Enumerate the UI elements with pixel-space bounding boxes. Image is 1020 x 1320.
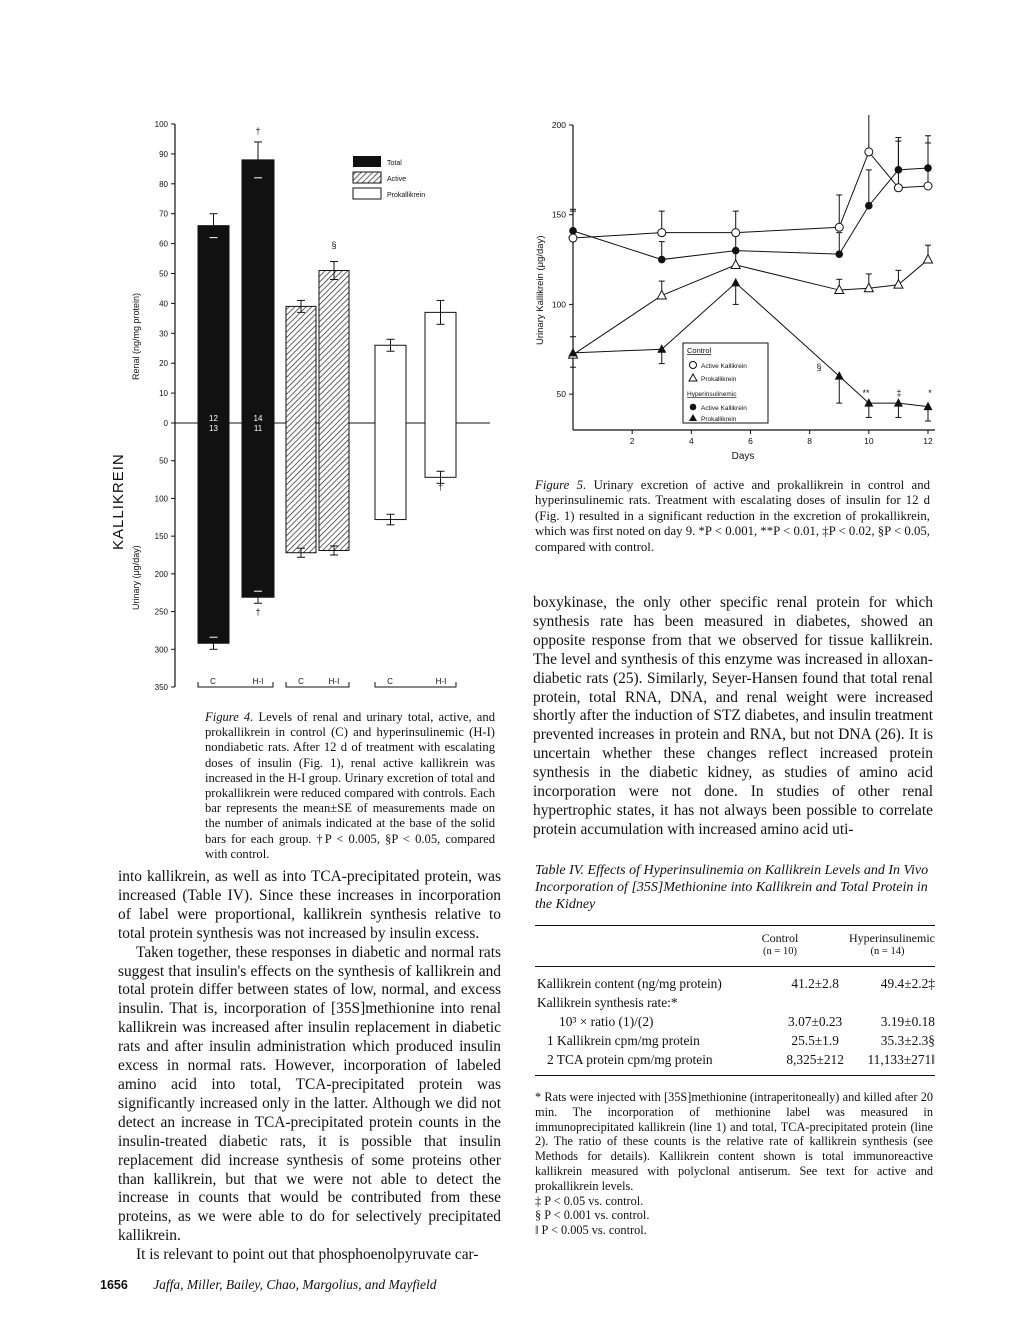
fig4-bar-total-h-i xyxy=(242,160,274,597)
legend-total-label: Total xyxy=(387,160,402,167)
table-4 xyxy=(537,976,935,1071)
table-top-rule xyxy=(535,925,935,926)
left-paragraph-3: It is relevant to point out that phosphoenolpyruvate car- xyxy=(136,1246,479,1264)
fig5-point-hyper-pro xyxy=(657,344,666,353)
table-header-hyper-n: (n = 14) xyxy=(870,946,905,957)
table-header-control-n: (n = 10) xyxy=(763,946,797,957)
fig5-x-axis-label: Days xyxy=(731,451,755,462)
table-footnote-c: ‖ P < 0.005 vs. control. xyxy=(535,1223,647,1238)
right-column-text xyxy=(533,594,933,840)
fig4-n-label: 11 xyxy=(253,424,263,433)
renal-tick-label: 60 xyxy=(159,239,168,249)
kallikrein-label: KALLIKREIN xyxy=(110,453,127,550)
table-header-hyper xyxy=(840,932,935,958)
fig5-point-control-active xyxy=(865,148,873,156)
table-cell-hyper: 3.19±0.18 xyxy=(880,1014,935,1029)
fig5-point-control-active xyxy=(658,229,666,237)
fig5-point-hyper-pro xyxy=(864,398,873,407)
fig5-point-control-pro xyxy=(924,255,933,264)
figure-5-caption xyxy=(535,478,930,555)
fig4-bar-prokallikrein-h-i xyxy=(425,312,456,477)
fig5-point-hyper-active xyxy=(865,202,873,210)
figure-4-caption xyxy=(205,710,495,862)
renal-tick-label: 40 xyxy=(159,299,168,309)
legend-active-swatch xyxy=(353,172,381,183)
left-paragraph-1: into kallikrein, as well as into TCA-precipitated protein, was increased (Table IV). Since these increases in incorporation of label were proportional, kallikrein synthesis relative to total protein synthesis was not increased by insulin excess. xyxy=(118,868,501,942)
table-cell-label: Kallikrein content (ng/mg protein) xyxy=(537,976,722,991)
figure-4-caption-label: Figure 4. xyxy=(205,710,254,724)
urinary-tick-label: 350 xyxy=(154,683,168,692)
table-header-control xyxy=(745,932,815,958)
fig5-point-hyper-active xyxy=(895,166,903,174)
urinary-axis-label: Urinary (μg/day) xyxy=(131,545,141,610)
urinary-tick-label: 150 xyxy=(154,532,168,542)
fig5-legend-control: Control xyxy=(687,346,712,355)
table-cell-label: 1 Kallikrein cpm/mg protein xyxy=(547,1033,700,1048)
fig5-series-line xyxy=(573,168,928,260)
fig4-n-label: 13 xyxy=(209,424,218,433)
fig5-point-hyper-pro xyxy=(731,278,740,287)
renal-tick-label: 20 xyxy=(159,359,168,369)
fig5-sig-day10: ** xyxy=(862,388,870,398)
fig5-series-line xyxy=(573,152,928,238)
table-cell-control: 41.2±2.8 xyxy=(791,976,839,991)
fig5-point-control-active xyxy=(924,182,932,190)
table-4-footnotes xyxy=(535,1090,933,1238)
fig5-x-tick-label: 6 xyxy=(748,436,753,446)
renal-tick-label: 70 xyxy=(159,209,168,219)
fig5-point-control-pro xyxy=(894,280,903,289)
fig4-significance-mark: † xyxy=(437,482,444,492)
urinary-tick-label: 100 xyxy=(154,494,168,504)
fig4-bar-active-h-i xyxy=(319,271,349,551)
fig5-x-tick-label: 10 xyxy=(864,436,874,446)
fig5-point-hyper-active xyxy=(732,247,740,255)
fig5-legend-hyper-active: Active Kallikrein xyxy=(701,405,747,412)
table-cell-hyper: 35.3±2.3§ xyxy=(880,1033,935,1048)
fig5-legend-hyper: Hyperinsulinemic xyxy=(687,391,737,398)
fig4-group-bracket xyxy=(286,682,349,687)
legend-active-label: Active xyxy=(387,176,407,183)
legend-filled-circle-icon xyxy=(690,404,697,411)
table-cell-label: Kallikrein synthesis rate:* xyxy=(537,995,678,1010)
figure-4 xyxy=(95,110,495,695)
fig5-y-tick-label: 150 xyxy=(551,209,566,220)
fig5-y-tick-label: 100 xyxy=(551,299,566,310)
urinary-tick-label: 250 xyxy=(154,607,168,617)
page-footer xyxy=(100,1277,437,1293)
fig5-legend-control-pro: Prokallikrein xyxy=(701,376,737,383)
urinary-tick-label: 50 xyxy=(159,456,168,466)
right-paragraph-1: boxykinase, the only other specific renal protein for which synthesis rate has been measured in diabetes, showed an opposite response from that we observed for tissue kallikrein. The level and synthesis of this enzyme was increased in alloxan-diabetic rats (25). Similarly, Seyer-Hansen found that total renal protein, total RNA, DNA, and renal weight were increased shortly after the induction of STZ diabetes, and insulin treatment prevented increases in protein and RNA, but not DNA (26). It is uncertain whether these changes reflect increased protein synthesis in the diabetic kidney, as studies of amino acid incorporation were not done. In studies of other renal hypertrophic states, it has not always been possible to correlate protein accumulation with increased amino acid uti- xyxy=(533,594,933,838)
table-cell-control: 25.5±1.9 xyxy=(791,1033,839,1048)
fig5-point-hyper-active xyxy=(924,164,932,172)
fig5-y-tick-label: 50 xyxy=(556,389,566,400)
table-cell-label: 2 TCA protein cpm/mg protein xyxy=(547,1052,713,1067)
table-header-hyper-label: Hyperinsulinemic xyxy=(849,931,935,945)
fig4-significance-mark: § xyxy=(331,240,337,250)
fig5-sig-day12: * xyxy=(928,388,932,398)
figure-4-caption-text: Levels of renal and urinary total, active, and prokallikrein in control (C) and hyperinsulinemic (H-I) nondiabetic rats. After 12 d of treatment with escalating doses of insulin (Fig. 1), renal active kallikrein was increased in the H-I group. Urinary excretion of total and prokallikrein were reduced compared with controls. Each bar represents the mean±SE of measurements made on the number of animals indicated at the base of the solid bars for each group. †P < 0.005, §P < 0.05, compared with control. xyxy=(205,710,495,861)
fig5-point-hyper-active xyxy=(658,256,666,264)
renal-tick-label: 10 xyxy=(159,389,168,399)
table-cell-hyper xyxy=(867,995,935,1014)
fig5-point-control-pro xyxy=(657,290,666,299)
legend-open-circle-icon xyxy=(690,362,697,369)
fig4-n-label: 14 xyxy=(253,414,263,423)
table-cell-hyper: 11,133±271‖ xyxy=(867,1052,935,1067)
fig4-significance-mark: † xyxy=(255,607,261,617)
fig5-point-control-active xyxy=(894,184,902,192)
left-column-text xyxy=(118,868,501,1265)
table-header-rule xyxy=(535,966,935,967)
table-header-control-label: Control xyxy=(761,931,799,945)
fig5-point-control-active xyxy=(835,223,843,231)
fig4-group-label-hi: H-I xyxy=(252,677,264,686)
renal-tick-label: 80 xyxy=(159,179,168,189)
legend-prokallikrein-label: Prokallikrein xyxy=(387,192,426,199)
fig4-group-label-c: C xyxy=(387,677,393,686)
fig5-point-hyper-pro xyxy=(894,398,903,407)
fig5-legend-hyper-pro: Prokallikrein xyxy=(701,416,737,423)
fig5-y-tick-label: 200 xyxy=(551,120,566,130)
renal-tick-label: 90 xyxy=(159,149,168,159)
fig4-group-label-c: C xyxy=(210,677,216,686)
table-row xyxy=(537,1033,935,1052)
table-4-title: Table IV. Effects of Hyperinsulinemia on Kallikrein Levels and In Vivo Incorporation of [35S]Methionine into Kallikrein and Total Protein in the Kidney xyxy=(535,863,929,912)
fig5-point-control-pro xyxy=(731,260,740,269)
fig5-point-hyper-pro xyxy=(835,371,844,380)
renal-tick-label: 30 xyxy=(159,329,168,339)
figure-5 xyxy=(525,115,955,470)
fig5-x-tick-label: 4 xyxy=(688,436,694,446)
fig5-point-control-active xyxy=(732,229,740,237)
fig4-bar-prokallikrein-c xyxy=(375,345,406,519)
fig4-significance-mark: † xyxy=(255,126,261,136)
fig4-bar-total-c xyxy=(198,226,229,644)
table-cell-control: 3.07±0.23 xyxy=(788,1014,843,1029)
legend-prokallikrein-swatch xyxy=(353,188,381,199)
fig5-point-hyper-active xyxy=(835,250,843,258)
left-paragraph-2: Taken together, these responses in diabetic and normal rats suggest that insulin's effects on the synthesis of kallikrein and total protein differ between states of low, normal, and excess insulin. That is, incorporation of [35S]methionine into renal kallikrein was increased after insulin replacement in diabetic rats and after insulin administration which produced insulin excess in normal rats. However, incorporation of labeled amino acid into total, TCA-precipitated protein was significantly increased only in the latter. Although we did not detect an increase in TCA-precipitated protein counts in the insulin-treated diabetic rats, it is possible that insulin replacement did increase synthesis of some proteins other than kallikrein, but that we were not able to detect the increase in counts that would be contributed from these proteins, as we were able to do for selectively precipitated kallikrein. xyxy=(118,943,501,1245)
table-row xyxy=(537,995,935,1014)
table-cell-control xyxy=(763,995,868,1014)
fig4-group-label-hi: H-I xyxy=(328,677,340,686)
renal-tick-label: 100 xyxy=(154,120,168,129)
table-bottom-rule xyxy=(535,1075,935,1076)
table-row xyxy=(537,976,935,995)
fig5-y-axis-label: Urinary Kallikrein (μg/day) xyxy=(535,235,546,345)
fig5-sig-day11: ‡ xyxy=(896,388,902,398)
urinary-tick-label: 300 xyxy=(154,645,168,655)
table-cell-control: 8,325±212 xyxy=(786,1052,844,1067)
urinary-tick-label: 200 xyxy=(154,569,168,579)
renal-tick-label: 50 xyxy=(159,269,168,279)
figure-5-caption-label: Figure 5. xyxy=(535,478,587,492)
fig4-bar-active-c xyxy=(286,306,316,552)
fig4-n-label: 12 xyxy=(209,414,218,423)
fig5-legend-control-active: Active Kallikrein xyxy=(701,363,747,370)
figure-5-caption-text: Urinary excretion of active and prokallikrein in control and hyperinsulinemic rats. Treatment with escalating doses of insulin for 12 d (Fig. 1) resulted in a significant reduction in the excretion of prokallikrein, which was first noted on day 9. *P < 0.001, **P < 0.01, ‡P < 0.02, §P < 0.05, compared with control. xyxy=(535,478,930,554)
table-row xyxy=(537,1052,935,1071)
table-cell-label: 10³ × ratio (1)/(2) xyxy=(559,1014,654,1029)
fig5-point-control-active xyxy=(569,234,577,242)
table-cell-hyper: 49.4±2.2‡ xyxy=(880,976,935,991)
renal-tick-label: 0 xyxy=(163,419,168,428)
fig4-group-label-hi: H-I xyxy=(435,677,447,686)
fig5-x-tick-label: 2 xyxy=(629,436,635,446)
fig5-series-line xyxy=(573,260,928,355)
fig5-x-tick-label: 12 xyxy=(923,436,933,446)
table-footnote-a: ‡ P < 0.05 vs. control. xyxy=(535,1193,644,1208)
fig5-point-hyper-active xyxy=(569,227,577,235)
page-number: 1656 xyxy=(100,1278,128,1292)
footer-authors: Jaffa, Miller, Bailey, Chao, Margolius, and Mayfield xyxy=(153,1277,437,1292)
fig5-sig-day9: § xyxy=(816,362,822,372)
table-footnote-main: * Rats were injected with [35S]methionine (intraperitoneally) and killed after 20 min. The incorporation of methionine label was measured in immunoprecipitated kallikrein (line 1) and total, TCA-precipitated protein (line 2). The ratio of these counts is the relative rate of kallikrein synthesis (see Methods for details). Kallikrein content shown is total immunoreactive kallikrein measured with polyclonal antiserum. See text for active and prokallikrein levels. xyxy=(535,1090,933,1193)
renal-axis-label: Renal (ng/mg protein) xyxy=(131,292,141,380)
table-footnote-b: § P < 0.001 vs. control. xyxy=(535,1208,650,1223)
fig4-group-label-c: C xyxy=(298,677,304,686)
table-row xyxy=(537,1014,935,1033)
legend-total-swatch xyxy=(353,156,381,167)
fig5-x-tick-label: 8 xyxy=(807,436,813,446)
